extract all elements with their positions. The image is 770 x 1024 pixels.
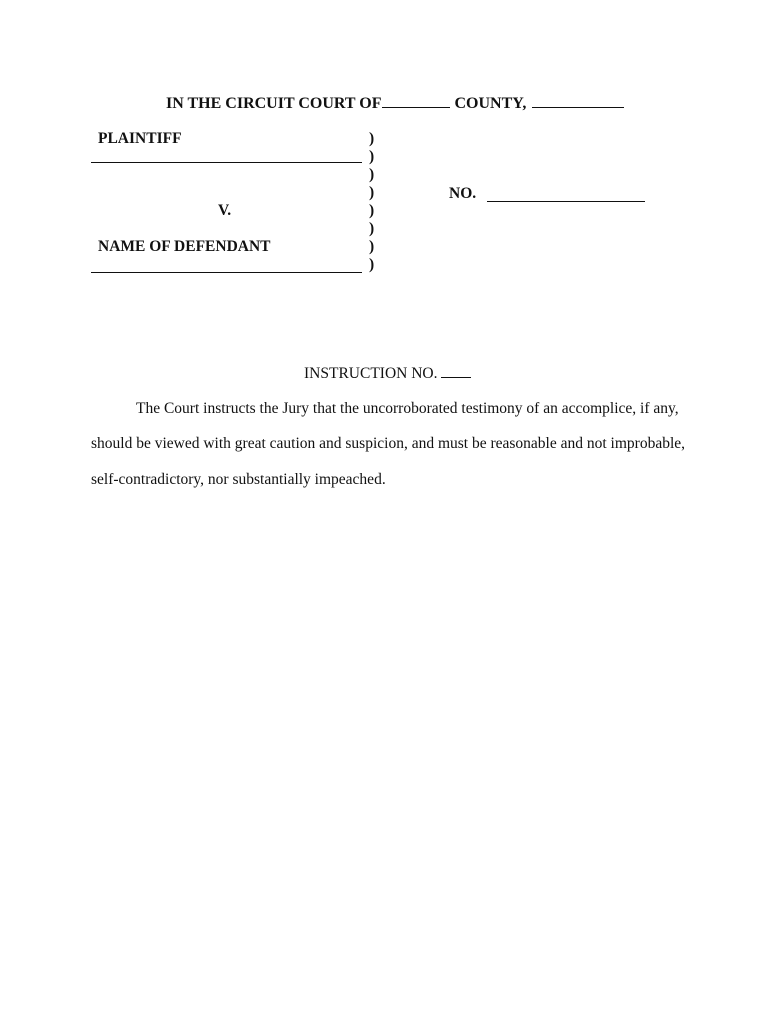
- state-blank: [532, 93, 624, 108]
- caption-paren: ): [369, 238, 375, 255]
- instruction-text-line: self-contradictory, nor substantially impeached.: [91, 471, 386, 488]
- plaintiff-name-line: [91, 162, 362, 163]
- county-name-blank: [382, 93, 450, 108]
- caption-paren: ): [369, 166, 375, 183]
- defendant-name-line: [91, 272, 362, 273]
- instruction-title: [304, 364, 471, 383]
- instruction-title-text: INSTRUCTION NO.: [304, 365, 438, 382]
- court-prefix: IN THE CIRCUIT COURT OF: [166, 95, 382, 112]
- defendant-label: NAME OF DEFENDANT: [98, 238, 271, 255]
- county-label: COUNTY,: [454, 95, 527, 112]
- instruction-text-line: should be viewed with great caution and suspicion, and must be reasonable and not improbable,: [91, 435, 686, 452]
- caption-paren: ): [369, 256, 375, 273]
- plaintiff-label: PLAINTIFF: [98, 130, 182, 147]
- caption-paren: ): [369, 202, 375, 219]
- case-number-line: [487, 201, 645, 202]
- caption-paren: ): [369, 220, 375, 237]
- instruction-number-blank: [441, 364, 471, 378]
- court-header: [166, 93, 624, 113]
- caption-paren: ): [369, 184, 375, 201]
- case-number-label: NO.: [449, 185, 477, 202]
- instruction-text-line: The Court instructs the Jury that the uncorroborated testimony of an accomplice, if any,: [136, 400, 679, 417]
- versus-label: V.: [218, 202, 232, 219]
- caption-paren: ): [369, 148, 375, 165]
- caption-paren: ): [369, 130, 375, 147]
